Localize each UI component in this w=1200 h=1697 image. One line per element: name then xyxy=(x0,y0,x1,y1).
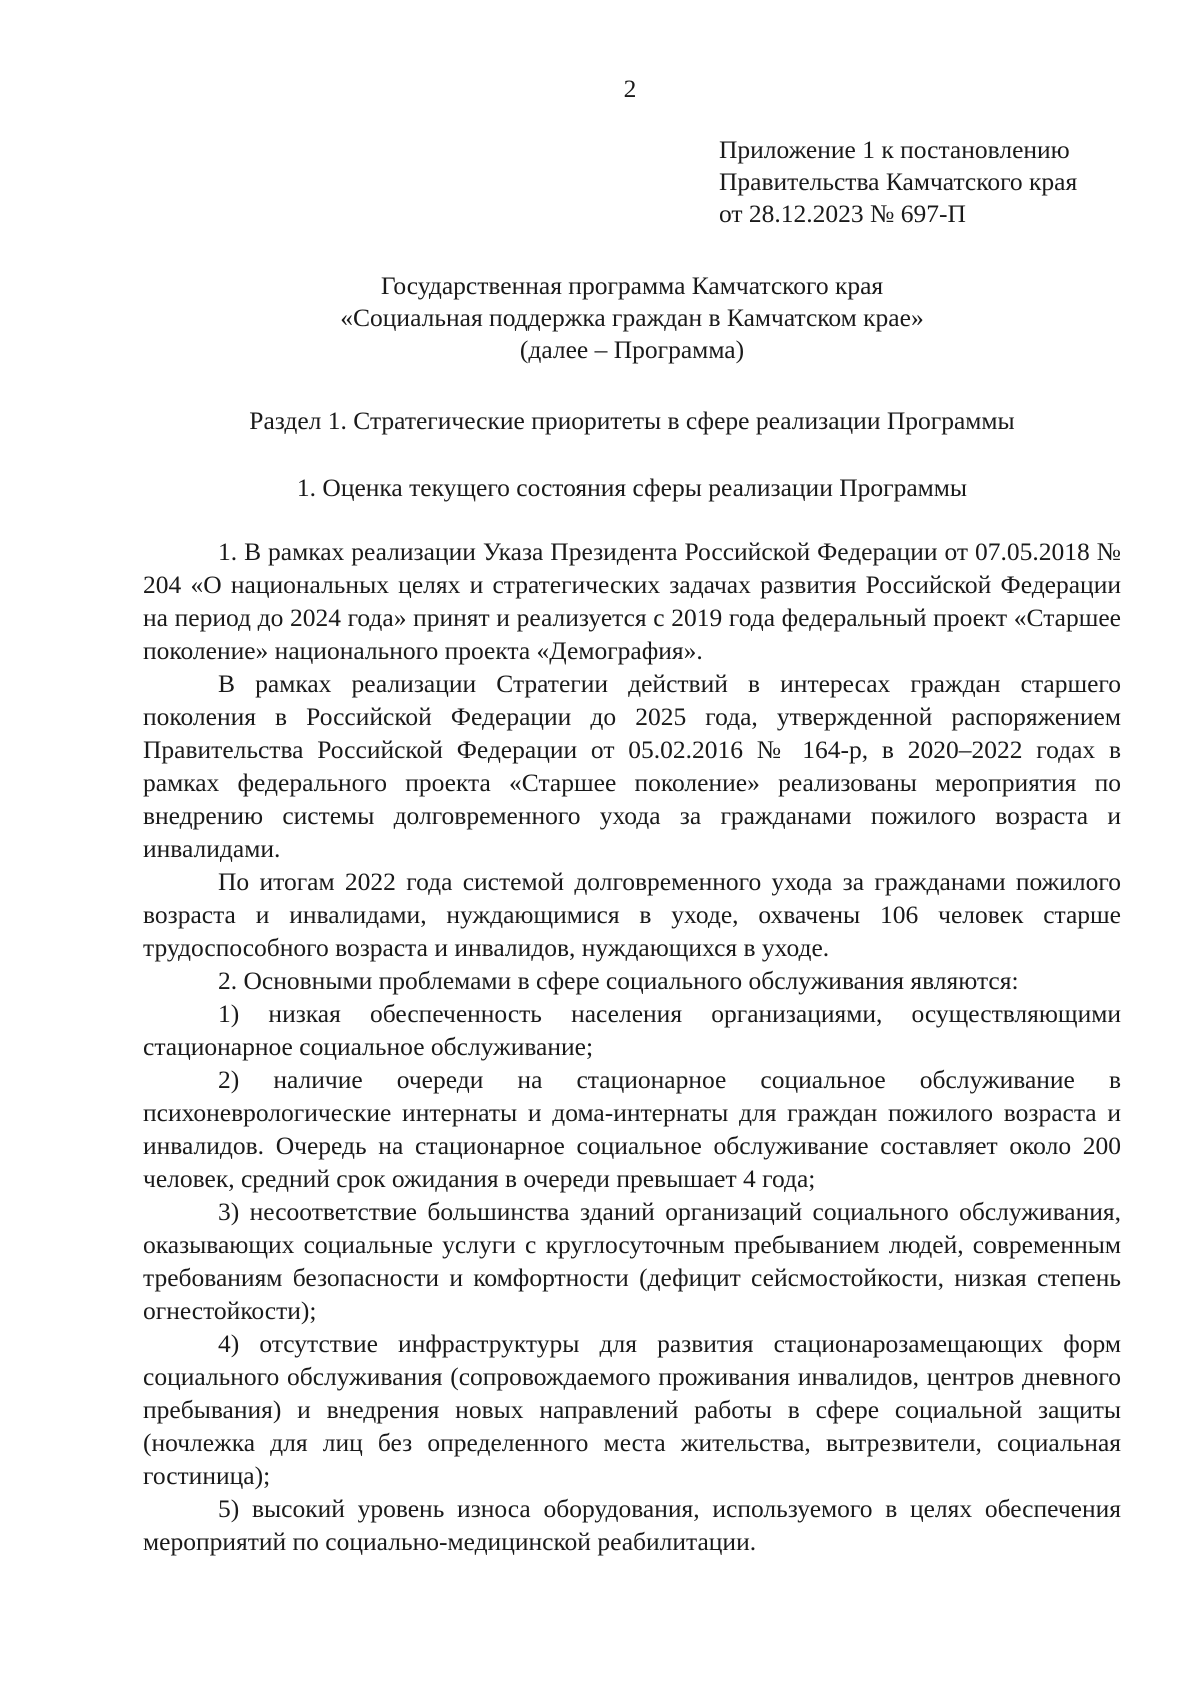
title-line: (далее – Программа) xyxy=(519,335,745,364)
page-number: 2 xyxy=(623,74,637,103)
section-heading: Раздел 1. Стратегические приоритеты в сфере реализации Программы xyxy=(249,406,1015,435)
appendix-header xyxy=(719,134,1077,230)
appendix-line: от 28.12.2023 № 697-П xyxy=(719,199,966,228)
document-title xyxy=(140,270,1124,366)
title-line: «Социальная поддержка граждан в Камчатском крае» xyxy=(340,303,924,332)
paragraph: 2. Основными проблемами в сфере социального обслуживания являются: xyxy=(218,966,1019,995)
paragraph: 1. В рамках реализации Указа Президента Российской Федерации от 07.05.2018 № 204 «О национальных целях и стратегических задачах развития Российской Федерации на период до 2024 года» принят и реализуется с 2019 года федеральный проект «Старшее поколение» национального проекта «Демография». xyxy=(143,537,1121,665)
appendix-line: Приложение 1 к постановлению xyxy=(719,135,1070,164)
paragraph: В рамках реализации Стратегии действий в интересах граждан старшего поколения в Российской Федерации до 2025 года, утвержденной распоряжением Правительства Российской Федерации от 05.02.2016 № 164-р, в 2020–2022 годах в рамках федерального проекта «Старшее поколение» реализованы мероприятия по внедрению системы долговременного ухода за гражданами пожилого возраста и инвалидами. xyxy=(143,669,1121,863)
body-text xyxy=(143,535,1121,1558)
paragraph: 1) низкая обеспеченность населения организациями, осуществляющими стационарное социальное обслуживание; xyxy=(143,999,1121,1061)
paragraph: По итогам 2022 года системой долговременного ухода за гражданами пожилого возраста и инвалидами, нуждающимися в уходе, охвачены 106 человек старше трудоспособного возраста и инвалидов, нуждающихся в уходе. xyxy=(143,867,1121,962)
paragraph: 2) наличие очереди на стационарное социальное обслуживание в психоневрологические интернаты и дома-интернаты для граждан пожилого возраста и инвалидов. Очередь на стационарное социальное обслуживание составляет около 200 человек, средний срок ожидания в очереди превышает 4 года; xyxy=(143,1065,1121,1193)
subsection-heading: 1. Оценка текущего состояния сферы реализации Программы xyxy=(296,473,968,502)
paragraph: 4) отсутствие инфраструктуры для развития стационарозамещающих форм социального обслуживания (сопровождаемого проживания инвалидов, центров дневного пребывания) и внедрения новых направлений работы в сфере социальной защиты (ночлежка для лиц без определенного места жительства, вытрезвители, социальная гостиница); xyxy=(143,1329,1121,1490)
paragraph: 3) несоответствие большинства зданий организаций социального обслуживания, оказывающих социальные услуги с круглосуточным пребыванием людей, современным требованиям безопасности и комфортности (дефицит сейсмостойкости, низкая степень огнестойкости); xyxy=(143,1197,1121,1325)
appendix-line: Правительства Камчатского края xyxy=(719,167,1078,196)
paragraph: 5) высокий уровень износа оборудования, используемого в целях обеспечения мероприятий по социально-медицинской реабилитации. xyxy=(143,1494,1121,1556)
title-line: Государственная программа Камчатского края xyxy=(380,271,884,300)
